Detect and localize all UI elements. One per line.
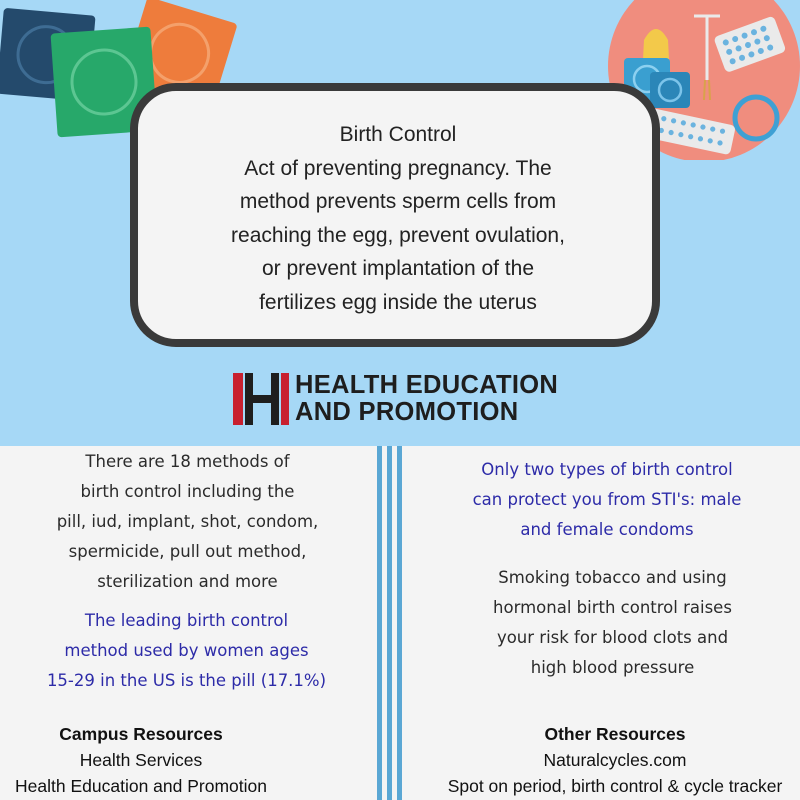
divider-stripe bbox=[377, 446, 382, 800]
fact-line: birth control including the bbox=[80, 482, 295, 501]
definition-text bbox=[130, 118, 666, 319]
logo-wordmark bbox=[295, 372, 558, 426]
fact-line: method used by women ages bbox=[64, 641, 309, 660]
smoking-risk-fact bbox=[450, 563, 775, 683]
fact-line: high blood pressure bbox=[530, 658, 695, 677]
definition-line: Act of preventing pregnancy. The bbox=[244, 156, 552, 180]
fact-line: Smoking tobacco and using bbox=[498, 568, 727, 587]
resource-item: Naturalcycles.com bbox=[543, 750, 687, 770]
resource-item: Health Education and Promotion bbox=[15, 776, 267, 796]
condoms-fact bbox=[432, 455, 782, 545]
hep-logo-icon bbox=[233, 373, 289, 425]
logo-line-2: AND PROMOTION bbox=[295, 398, 519, 426]
fact-line: spermicide, pull out method, bbox=[68, 542, 307, 561]
fact-line: and female condoms bbox=[520, 520, 694, 539]
campus-resources-heading: Campus Resources bbox=[59, 724, 223, 744]
fact-line: There are 18 methods of bbox=[85, 452, 290, 471]
definition-line: or prevent implantation of the bbox=[262, 257, 534, 280]
definition-line: method prevents sperm cells from bbox=[239, 190, 557, 213]
other-resources bbox=[430, 721, 800, 799]
other-resources-heading: Other Resources bbox=[544, 724, 686, 744]
methods-fact bbox=[10, 447, 365, 597]
fact-line: can protect you from STI's: male bbox=[472, 490, 742, 509]
fact-line: hormonal birth control raises bbox=[493, 598, 732, 617]
divider-stripe bbox=[397, 446, 402, 800]
definition-line: fertilizes egg inside the uterus bbox=[259, 290, 537, 314]
column-divider bbox=[373, 446, 407, 800]
fact-line: The leading birth control bbox=[84, 611, 289, 630]
resource-item: Health Services bbox=[79, 750, 203, 770]
divider-stripe bbox=[387, 446, 392, 800]
resource-item: Spot on period, birth control & cycle tracker bbox=[447, 776, 783, 796]
fact-line: Only two types of birth control bbox=[481, 460, 733, 479]
fact-line: your risk for blood clots and bbox=[496, 628, 729, 647]
fact-line: pill, iud, implant, shot, condom, bbox=[56, 512, 319, 531]
logo-line-1: HEALTH EDUCATION bbox=[295, 371, 559, 399]
definition-title: Birth Control bbox=[339, 123, 457, 146]
fact-line: sterilization and more bbox=[97, 572, 278, 591]
definition-line: reaching the egg, prevent ovulation, bbox=[231, 223, 565, 247]
fact-line: 15-29 in the US is the pill (17.1%) bbox=[46, 671, 327, 690]
campus-resources bbox=[0, 721, 282, 799]
leading-method-fact bbox=[8, 606, 365, 696]
